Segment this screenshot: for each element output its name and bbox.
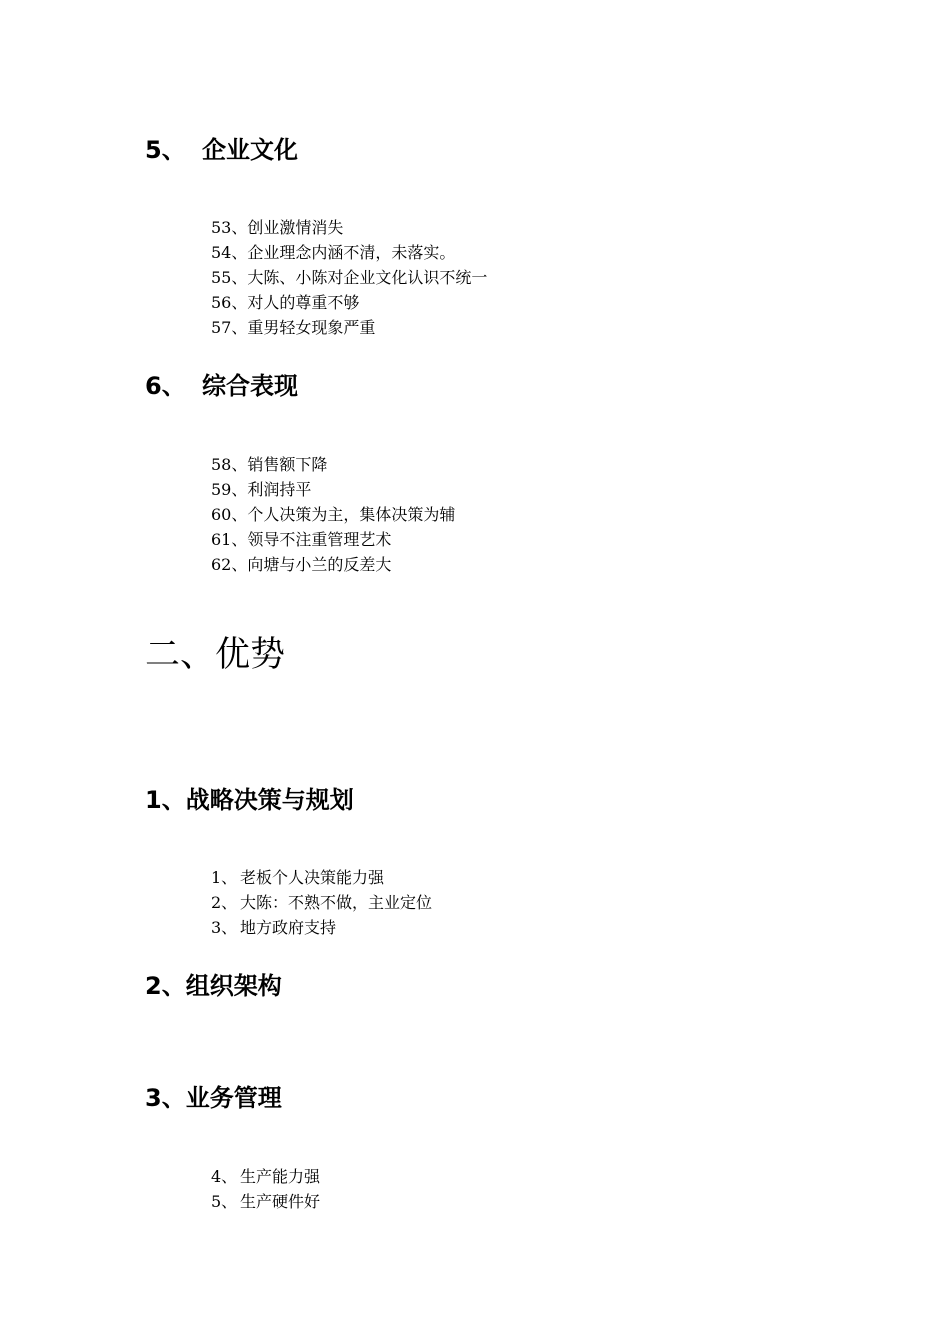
list-item: 5、 生产硬件好 <box>211 1192 321 1211</box>
heading-business-management: 3、业务管理 <box>145 1084 282 1112</box>
heading-overall-performance <box>145 371 298 401</box>
list-item: 58、销售额下降 <box>211 455 328 474</box>
heading-advantages: 二、优势 <box>145 635 286 675</box>
heading-title: 企业文化 <box>202 136 298 164</box>
list-item: 57、重男轻女现象严重 <box>211 318 376 337</box>
heading-strategy: 1、战略决策与规划 <box>145 786 354 814</box>
list-item: 3、 地方政府支持 <box>211 918 337 937</box>
heading-title: 综合表现 <box>202 372 298 400</box>
list-item: 2、 大陈：不熟不做，主业定位 <box>211 893 433 912</box>
strategy-advantage-list <box>211 865 432 940</box>
heading-organization: 2、组织架构 <box>145 972 282 1000</box>
heading-corporate-culture <box>145 135 298 165</box>
heading-number: 5、 <box>145 136 186 164</box>
performance-issue-list <box>211 452 455 577</box>
list-item: 55、大陈、小陈对企业文化认识不统一 <box>211 268 488 287</box>
list-item: 56、对人的尊重不够 <box>211 293 360 312</box>
heading-number: 6、 <box>145 372 186 400</box>
list-item: 53、创业激情消失 <box>211 218 344 237</box>
list-item: 1、 老板个人决策能力强 <box>211 868 385 887</box>
list-item: 59、利润持平 <box>211 480 312 499</box>
list-item: 60、个人决策为主，集体决策为辅 <box>211 505 456 524</box>
list-item: 61、领导不注重管理艺术 <box>211 530 392 549</box>
list-item: 54、企业理念内涵不清，未落实。 <box>211 243 456 262</box>
list-item: 62、向塘与小兰的反差大 <box>211 555 392 574</box>
culture-issue-list <box>211 215 487 340</box>
business-advantage-list <box>211 1164 320 1214</box>
list-item: 4、 生产能力强 <box>211 1167 321 1186</box>
